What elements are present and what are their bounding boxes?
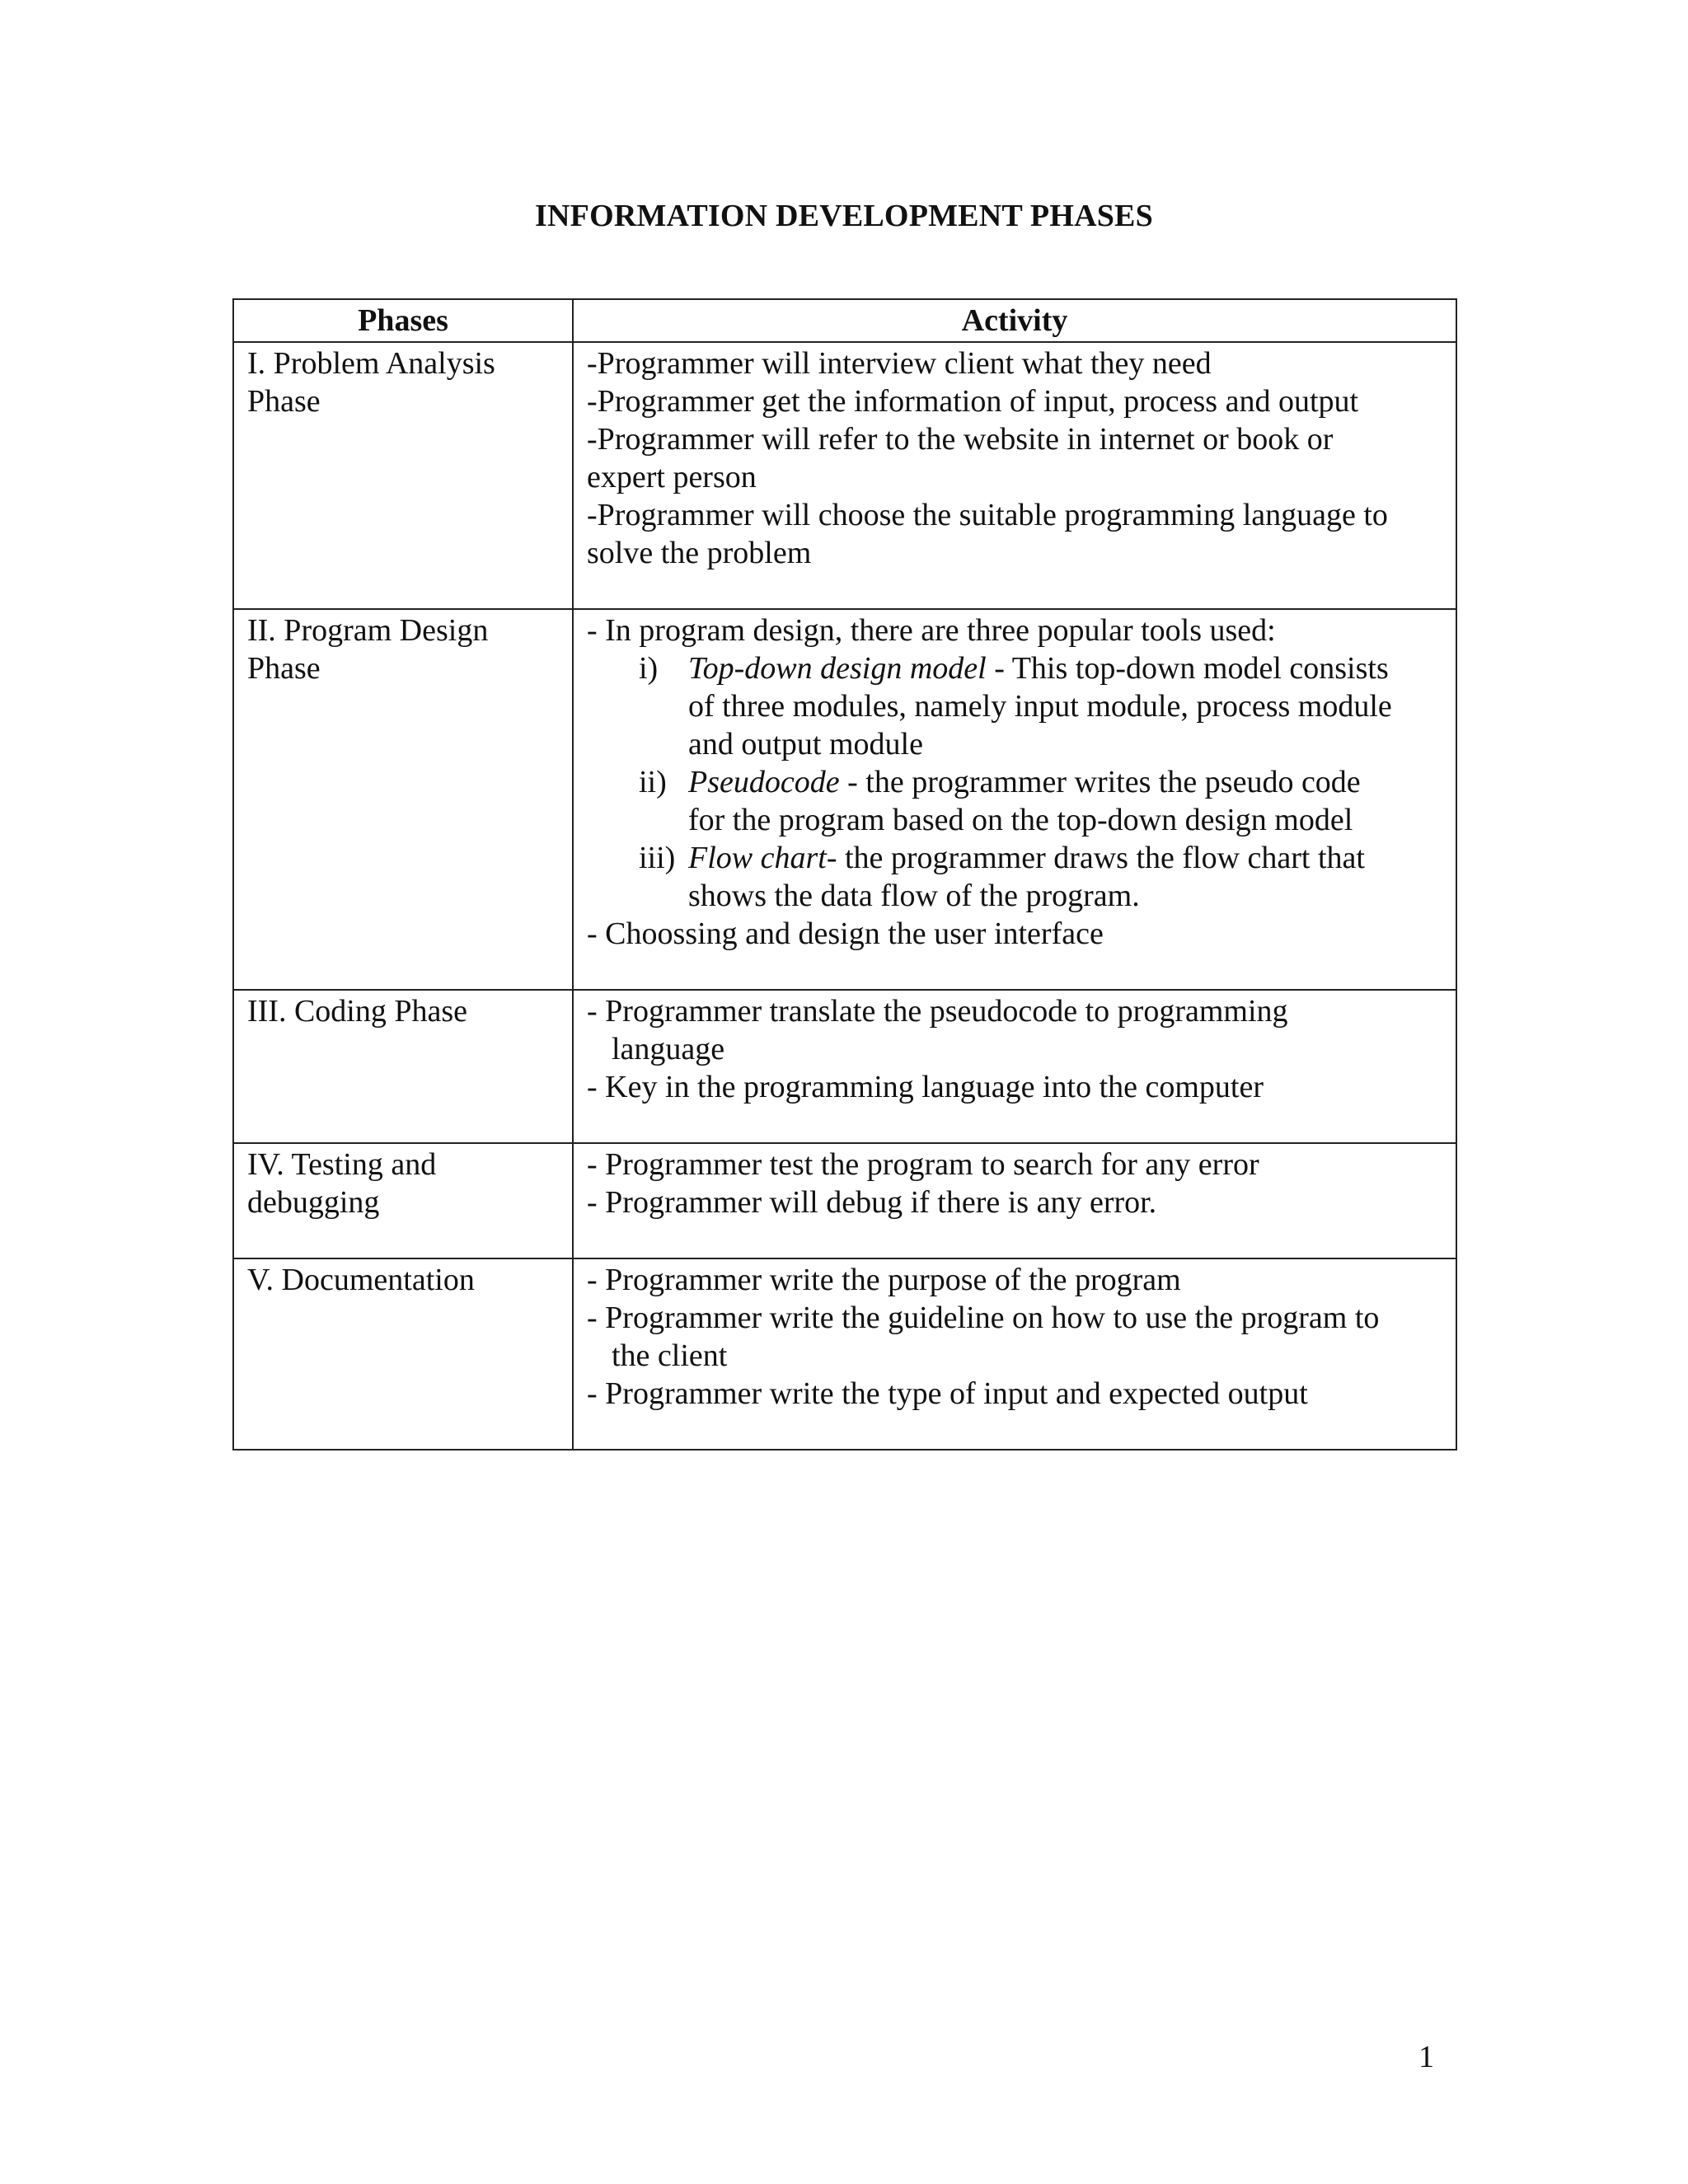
- phase-cell: [233, 609, 573, 990]
- tool-marker: iii): [639, 841, 676, 875]
- tool-name: Pseudocode: [688, 765, 840, 799]
- phase-cell: [233, 1143, 573, 1258]
- phase-line: IV. Testing and: [247, 1147, 437, 1182]
- tool-marker: i): [639, 651, 659, 686]
- activity-line: - Programmer translate the pseudocode to programming: [587, 994, 1288, 1029]
- header-phases: Phases: [233, 299, 573, 342]
- tool-desc-line: for the program based on the top-down design model: [688, 803, 1353, 837]
- page-number: 1: [1418, 2040, 1434, 2074]
- tool-item-flow-chart: [587, 839, 1442, 915]
- activity-line: - Programmer will debug if there is any error.: [587, 1185, 1157, 1220]
- activity-outro: - Choossing and design the user interface: [587, 916, 1104, 951]
- table-row: [233, 609, 1456, 990]
- phase-line: debugging: [247, 1185, 380, 1220]
- activity-line: the client: [612, 1338, 728, 1373]
- activity-line: -Programmer get the information of input, process and output: [587, 384, 1359, 419]
- tool-desc: - the programmer writes the pseudo code: [839, 765, 1361, 799]
- header-activity: Activity: [573, 299, 1456, 342]
- activity-line: - Key in the programming language into the computer: [587, 1070, 1264, 1104]
- tool-desc-line: and output module: [688, 727, 923, 762]
- activity-line: -Programmer will refer to the website in internet or book or: [587, 422, 1334, 457]
- phase-line: Phase: [247, 384, 321, 419]
- activity-line: - Programmer write the purpose of the program: [587, 1263, 1181, 1297]
- activity-cell: [573, 1143, 1456, 1258]
- activity-cell: [573, 990, 1456, 1143]
- activity-line: expert person: [587, 460, 757, 494]
- tool-item-top-down: [587, 649, 1442, 763]
- phases-table: [232, 298, 1457, 1451]
- tool-name: Top-down design model: [688, 651, 987, 686]
- table-row: [233, 342, 1456, 609]
- phase-cell: [233, 990, 573, 1143]
- activity-intro: - In program design, there are three popular tools used:: [587, 613, 1276, 648]
- activity-cell: [573, 342, 1456, 609]
- page-title: INFORMATION DEVELOPMENT PHASES: [535, 199, 1153, 233]
- activity-line: language: [612, 1032, 725, 1066]
- activity-line: - Programmer test the program to search for any error: [587, 1147, 1259, 1182]
- phase-cell: [233, 1258, 573, 1450]
- table-row: [233, 990, 1456, 1143]
- tool-item-pseudocode: [587, 763, 1442, 839]
- tool-desc-line: shows the data flow of the program.: [688, 879, 1140, 913]
- activity-line: - Programmer write the guideline on how to use the program to: [587, 1301, 1380, 1335]
- phase-line: I. Problem Analysis: [247, 346, 495, 381]
- tool-desc-line: of three modules, namely input module, process module: [688, 689, 1392, 724]
- phase-line: Phase: [247, 651, 321, 686]
- table-header-row: [233, 299, 1456, 342]
- activity-line: -Programmer will interview client what they need: [587, 346, 1212, 381]
- phase-cell: [233, 342, 573, 609]
- table-row: [233, 1143, 1456, 1258]
- phase-line: II. Program Design: [247, 613, 489, 648]
- activity-cell: [573, 1258, 1456, 1450]
- tool-name: Flow chart: [688, 841, 827, 875]
- phase-line: V. Documentation: [247, 1263, 475, 1297]
- activity-line: - Programmer write the type of input and expected output: [587, 1376, 1308, 1411]
- tool-desc: - This top-down model consists: [986, 651, 1389, 686]
- tool-desc: - the programmer draws the flow chart that: [826, 841, 1365, 875]
- activity-cell: [573, 609, 1456, 990]
- activity-line: -Programmer will choose the suitable programming language to: [587, 498, 1388, 532]
- table-row: [233, 1258, 1456, 1450]
- tool-marker: ii): [639, 765, 667, 799]
- phase-line: III. Coding Phase: [247, 994, 468, 1029]
- activity-line: solve the problem: [587, 536, 812, 570]
